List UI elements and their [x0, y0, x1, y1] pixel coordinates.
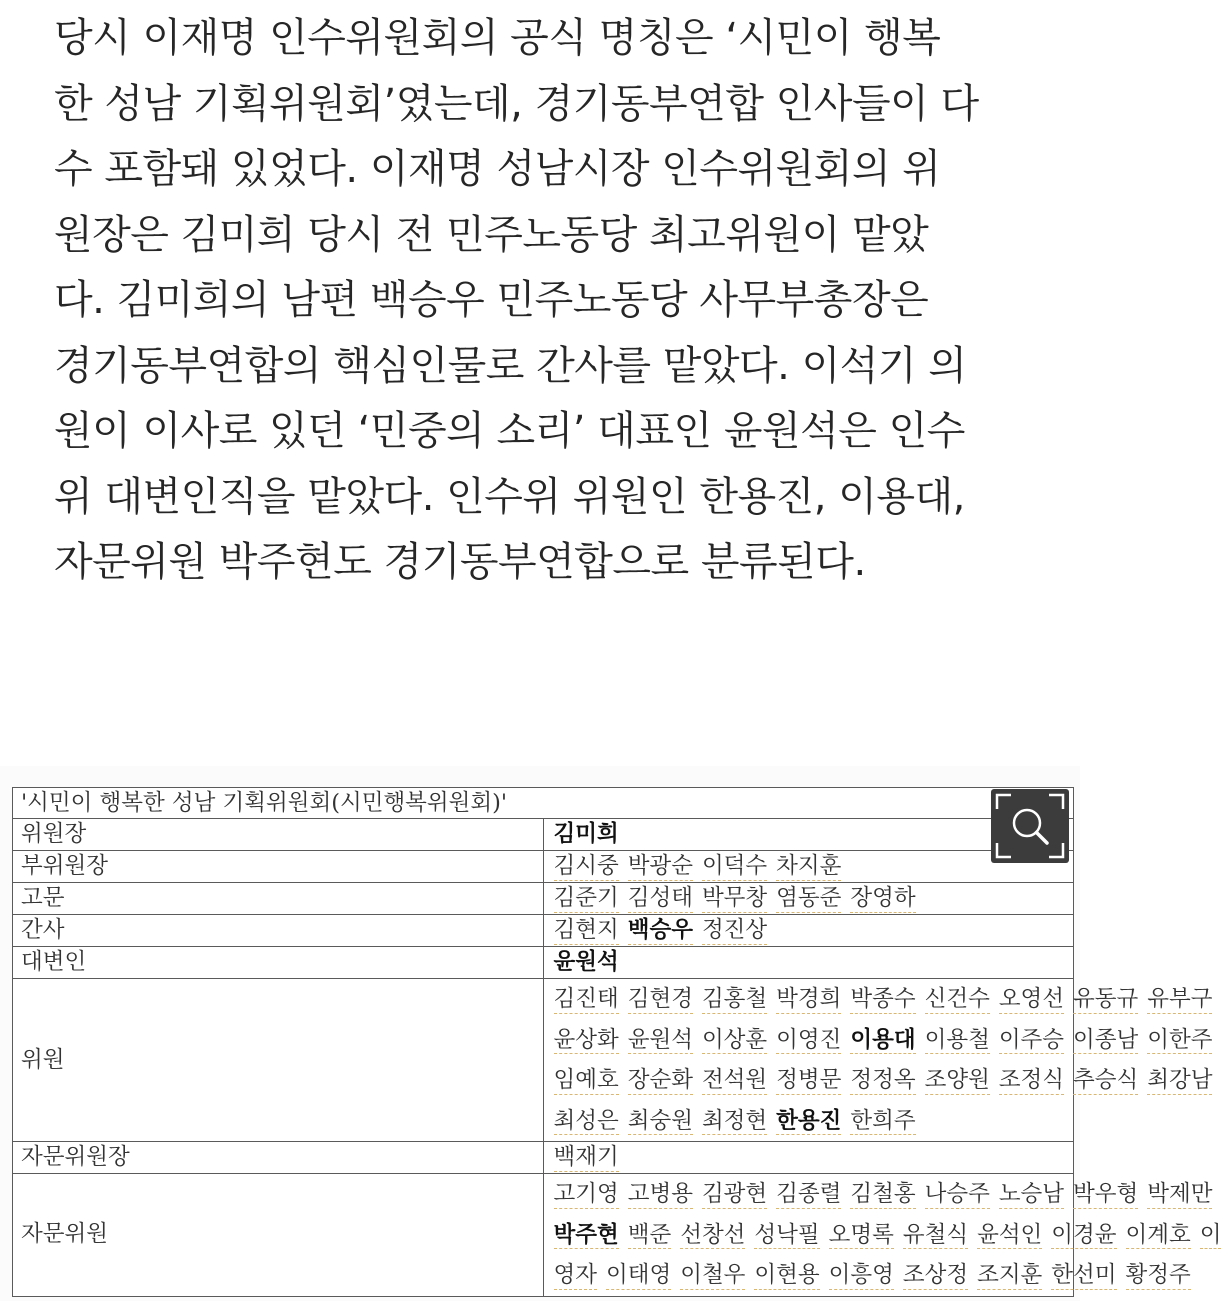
member-name: 이철우: [680, 1262, 746, 1288]
row-label-spokesperson: 대변인: [13, 947, 544, 979]
table-row: [13, 883, 1074, 915]
member-name: 김미희: [553, 821, 619, 847]
table-title-row: [13, 788, 1074, 819]
member-name: 한용진: [776, 1107, 842, 1134]
member-name: 성낙필: [754, 1221, 820, 1248]
names-line: [553, 1020, 1213, 1061]
member-name: 박우형: [1073, 1181, 1139, 1207]
member-name: 최숭원: [627, 1107, 693, 1134]
member-name: 황정주: [1125, 1262, 1191, 1288]
article-line: 자문위원 박주현도 경기동부연합으로 분류된다.: [54, 539, 866, 585]
member-name: 윤상화: [553, 1026, 619, 1053]
member-name: 이한주: [1147, 1026, 1213, 1053]
member-name: 한선미: [1051, 1262, 1117, 1288]
member-name: 나승주: [924, 1181, 990, 1207]
member-name: 한희주: [850, 1107, 916, 1134]
member-name: 김진태: [553, 986, 619, 1012]
member-name: 이상훈: [701, 1026, 768, 1053]
table-row: [13, 915, 1074, 947]
member-name: 이: [1199, 1221, 1222, 1248]
member-name: 박주현: [553, 1221, 619, 1248]
article-body: [54, 6, 1044, 596]
member-name: 염동준: [776, 885, 842, 911]
member-name: 김성태: [627, 885, 693, 911]
committee-table-image: [0, 766, 1222, 1301]
names-cell-multiline: [543, 979, 1213, 1142]
member-name: 김현지: [553, 917, 619, 943]
member-name: 박무창: [701, 885, 768, 911]
member-name: 윤석인: [977, 1221, 1043, 1248]
member-name: 백준: [627, 1221, 672, 1248]
row-label-advisory-members: 자문위원: [13, 1174, 544, 1297]
member-name: 김준기: [553, 885, 619, 911]
member-name: 이주승: [998, 1026, 1065, 1053]
names-line: [553, 1174, 1213, 1215]
member-name: 박경희: [776, 986, 842, 1012]
member-name: 고기영: [553, 1181, 619, 1207]
member-name: 이계호: [1125, 1221, 1191, 1248]
zoom-image-button[interactable]: [991, 789, 1069, 863]
member-name: 유동규: [1073, 986, 1139, 1012]
names-line: [554, 1101, 1068, 1142]
member-name: 이현용: [754, 1262, 820, 1288]
article-line: 한 성남 기획위원회’였는데, 경기동부연합 인사들이 다: [54, 80, 979, 127]
member-name: 이태영: [605, 1262, 672, 1288]
names-cell: [543, 915, 1074, 947]
row-label-secretary: 간사: [13, 915, 544, 947]
table-row: [13, 979, 1074, 1142]
article-line: 위 대변인직을 맡았다. 인수위 위원인 한용진, 이용대,: [54, 473, 965, 520]
article-line: 수 포함돼 있었다. 이재명 성남시장 인수위원회의 위: [54, 146, 941, 192]
member-name: 임예호: [553, 1067, 619, 1093]
row-label-chair: 위원장: [13, 819, 544, 851]
member-name: 이용철: [924, 1026, 990, 1053]
member-name: 조양원: [924, 1067, 990, 1093]
member-name: 조상정: [902, 1262, 969, 1288]
names-line: [553, 1255, 1191, 1296]
member-name: 이영진: [776, 1026, 842, 1053]
member-name: 유부구: [1147, 986, 1213, 1012]
member-name: 오명록: [828, 1221, 894, 1248]
table-row: [13, 1142, 1074, 1174]
member-name: 영자: [553, 1262, 597, 1288]
member-name: 이경윤: [1051, 1221, 1117, 1248]
member-name: 차지훈: [776, 853, 842, 879]
row-label-advisor: 고문: [13, 883, 544, 915]
member-name: 장영하: [850, 885, 916, 911]
member-name: 김광현: [701, 1181, 768, 1207]
table-row: [13, 947, 1074, 979]
member-name: 유철식: [902, 1221, 969, 1248]
table-row: [13, 851, 1074, 883]
member-name: 장순화: [627, 1067, 693, 1093]
article-line: 다. 김미희의 남편 백승우 민주노동당 사무부총장은: [54, 277, 929, 323]
row-label-members: 위원: [13, 979, 544, 1142]
member-name: 김시중: [553, 853, 619, 879]
member-name: 선창선: [680, 1221, 746, 1248]
names-line: [553, 1060, 1213, 1101]
table-row: [13, 819, 1074, 851]
member-name: 신건수: [924, 986, 990, 1012]
member-name: 최정현: [701, 1107, 768, 1134]
names-cell: [543, 883, 1074, 915]
committee-table: [12, 787, 1222, 1297]
table-row: [13, 1174, 1074, 1297]
member-name: 이덕수: [701, 853, 768, 879]
row-label-advisory-chair: 자문위원장: [13, 1142, 544, 1174]
member-name: 최성은: [553, 1107, 619, 1134]
member-name: 추승식: [1073, 1067, 1139, 1093]
member-name: 박종수: [850, 986, 916, 1012]
member-name: 이종남: [1073, 1026, 1139, 1053]
names-cell-multiline: [543, 1174, 1222, 1297]
member-name: 김현경: [627, 986, 693, 1012]
member-name: 최강남: [1147, 1067, 1213, 1093]
article-line: 경기동부연합의 핵심인물로 간사를 맡았다. 이석기 의: [54, 342, 967, 389]
member-name: 백재기: [553, 1144, 619, 1170]
member-name: 정정옥: [850, 1067, 916, 1093]
member-name: 박광순: [627, 853, 693, 879]
names-cell: [543, 1142, 1074, 1174]
article-line: 원이 이사로 있던 ‘민중의 소리’ 대표인 윤원석은 인수: [54, 408, 965, 454]
member-name: 전석원: [701, 1067, 768, 1093]
member-name: 이흥영: [828, 1262, 894, 1288]
member-name: 백승우: [627, 917, 693, 943]
member-name: 김철홍: [850, 1181, 916, 1207]
member-name: 정병문: [776, 1067, 842, 1093]
member-name: 고병용: [627, 1181, 693, 1207]
member-name: 김홍철: [701, 986, 768, 1012]
names-line: [553, 1215, 1222, 1256]
member-name: 정진상: [701, 917, 768, 943]
row-label-vice-chair: 부위원장: [13, 851, 544, 883]
member-name: 노승남: [998, 1181, 1065, 1207]
zoom-magnifier-icon: [991, 789, 1069, 863]
article-line: 원장은 김미희 당시 전 민주노동당 최고위원이 맡았: [54, 211, 929, 258]
member-name: 조지훈: [977, 1262, 1043, 1288]
names-cell: [543, 947, 1074, 979]
names-line: [553, 979, 1213, 1020]
member-name: 이용대: [850, 1026, 916, 1053]
member-name: 박제만: [1147, 1181, 1213, 1207]
member-name: 오영선: [998, 986, 1065, 1012]
member-name: 윤원석: [553, 949, 619, 975]
member-name: 김종렬: [776, 1181, 842, 1207]
member-name: 윤원석: [627, 1026, 693, 1053]
article-line: 당시 이재명 인수위원회의 공식 명칭은 ‘시민이 행복: [54, 15, 941, 61]
member-name: 조정식: [998, 1067, 1065, 1093]
table-title: '시민이 행복한 성남 기획위원회(시민행복위원회)': [13, 788, 1074, 819]
